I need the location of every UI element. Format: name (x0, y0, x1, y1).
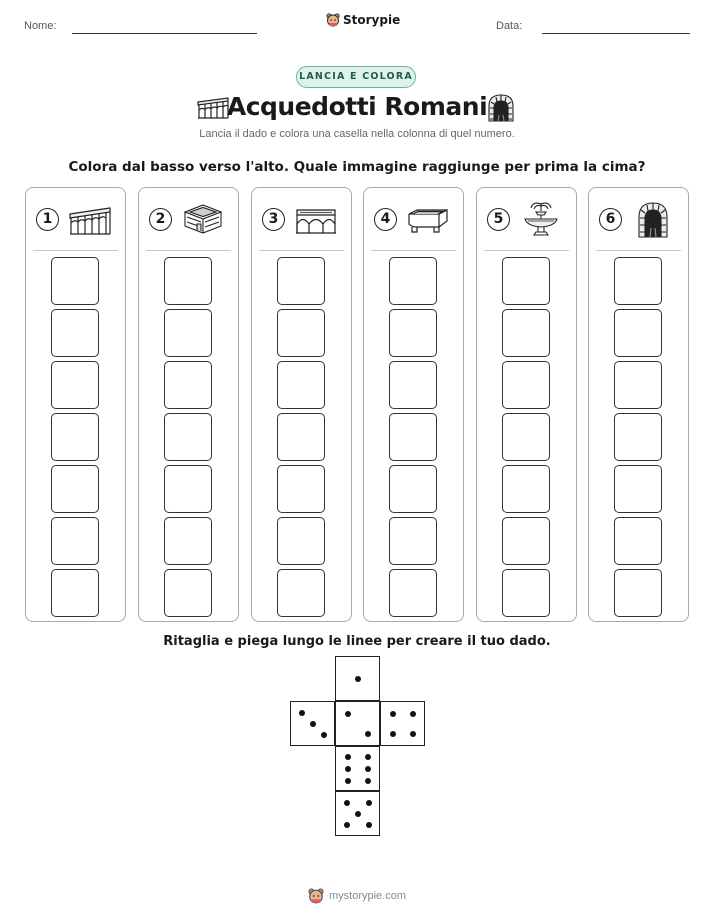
header-bar (0, 0, 714, 40)
color-cell[interactable] (51, 413, 99, 461)
tunnel-arch-icon (631, 200, 675, 240)
die-pip (345, 754, 351, 760)
die-pip (390, 731, 396, 737)
footer (308, 888, 406, 904)
column-number: 3 (262, 208, 285, 231)
color-cell[interactable] (389, 465, 437, 513)
column-divider (596, 250, 681, 251)
color-cell[interactable] (277, 309, 325, 357)
die-pip (299, 710, 305, 716)
color-cell[interactable] (502, 309, 550, 357)
color-cell[interactable] (51, 517, 99, 565)
color-cell[interactable] (614, 413, 662, 461)
die-pip (410, 731, 416, 737)
column-divider (146, 250, 231, 251)
color-cell[interactable] (389, 413, 437, 461)
color-cell[interactable] (502, 361, 550, 409)
column-divider (259, 250, 344, 251)
color-cell[interactable] (502, 257, 550, 305)
column-number: 2 (149, 208, 172, 231)
color-cell[interactable] (277, 517, 325, 565)
color-cell[interactable] (164, 413, 212, 461)
die-pip (410, 711, 416, 717)
color-cell[interactable] (389, 569, 437, 617)
water-trough-icon (406, 200, 450, 240)
fountain-icon (519, 200, 563, 240)
color-cell[interactable] (389, 309, 437, 357)
die-pip (390, 711, 396, 717)
page-subtitle: Lancia il dado e colora una casella nella colonna di quel numero. (199, 128, 515, 140)
column-2 (138, 187, 239, 622)
coloring-instruction: Colora dal basso verso l'alto. Quale immagine raggiunge per prima la cima? (68, 159, 646, 175)
color-cell[interactable] (614, 309, 662, 357)
die-face-1 (335, 656, 380, 701)
name-line[interactable] (72, 33, 257, 34)
column-header (477, 200, 576, 240)
die-pip (366, 800, 372, 806)
arched-aqueduct-icon (294, 200, 338, 240)
color-cell[interactable] (51, 309, 99, 357)
column-number: 5 (487, 208, 510, 231)
die-pip (365, 754, 371, 760)
die-pip (344, 800, 350, 806)
die-pip (310, 721, 316, 727)
date-line[interactable] (542, 33, 690, 34)
color-cell[interactable] (614, 361, 662, 409)
tunnel-title-icon (487, 93, 515, 123)
die-face-5 (335, 791, 380, 836)
column-header (26, 200, 125, 240)
die-pip (344, 822, 350, 828)
die-pip (365, 731, 371, 737)
cut-instruction: Ritaglia e piega lungo le linee per creare il tuo dado. (163, 634, 551, 649)
color-cell[interactable] (51, 465, 99, 513)
brand-name: Storypie (343, 13, 401, 27)
color-cell[interactable] (164, 569, 212, 617)
column-divider (33, 250, 118, 251)
column-divider (484, 250, 569, 251)
color-cell[interactable] (164, 309, 212, 357)
column-4 (363, 187, 464, 622)
column-header (139, 200, 238, 240)
color-cell[interactable] (389, 361, 437, 409)
column-5 (476, 187, 577, 622)
die-pip (366, 822, 372, 828)
storypie-bear-icon (308, 888, 324, 904)
column-number: 4 (374, 208, 397, 231)
color-cell[interactable] (164, 257, 212, 305)
color-cell[interactable] (164, 517, 212, 565)
die-pip (345, 711, 351, 717)
column-header (589, 200, 688, 240)
column-number: 6 (599, 208, 622, 231)
color-cell[interactable] (164, 361, 212, 409)
color-cell[interactable] (614, 465, 662, 513)
color-cell[interactable] (614, 517, 662, 565)
color-cell[interactable] (277, 465, 325, 513)
page-title: Acquedotti Romani (226, 92, 488, 121)
color-cell[interactable] (277, 257, 325, 305)
die-face-6 (335, 746, 380, 791)
die-pip (321, 732, 327, 738)
name-label: Nome: (24, 20, 57, 32)
column-6 (588, 187, 689, 622)
brand-logo (326, 13, 400, 27)
color-cell[interactable] (502, 517, 550, 565)
title-row (0, 92, 714, 126)
die-pip (365, 766, 371, 772)
color-cell[interactable] (277, 569, 325, 617)
aqueduct-bridge-icon (68, 200, 112, 240)
die-pip (355, 811, 361, 817)
color-cell[interactable] (51, 257, 99, 305)
reservoir-icon (181, 200, 225, 240)
color-cell[interactable] (164, 465, 212, 513)
color-cell[interactable] (51, 569, 99, 617)
footer-url[interactable]: mystorypie.com (329, 890, 407, 902)
column-1 (25, 187, 126, 622)
die-face-3 (290, 701, 335, 746)
die-pip (345, 778, 351, 784)
color-cell[interactable] (502, 465, 550, 513)
color-cell[interactable] (614, 569, 662, 617)
color-cell[interactable] (277, 413, 325, 461)
color-cell[interactable] (51, 361, 99, 409)
column-header (252, 200, 351, 240)
column-number: 1 (36, 208, 59, 231)
column-header (364, 200, 463, 240)
die-pip (355, 676, 361, 682)
color-cell[interactable] (502, 569, 550, 617)
color-cell[interactable] (277, 361, 325, 409)
color-cell[interactable] (389, 517, 437, 565)
activity-badge: LANCIA E COLORA (296, 66, 416, 88)
die-face-4 (380, 701, 425, 746)
color-cell[interactable] (614, 257, 662, 305)
storypie-bear-icon (326, 13, 340, 27)
column-divider (371, 250, 456, 251)
die-pip (345, 766, 351, 772)
die-pip (365, 778, 371, 784)
die-face-2 (335, 701, 380, 746)
column-3 (251, 187, 352, 622)
color-cell[interactable] (389, 257, 437, 305)
color-cell[interactable] (502, 413, 550, 461)
date-label: Data: (496, 20, 523, 32)
